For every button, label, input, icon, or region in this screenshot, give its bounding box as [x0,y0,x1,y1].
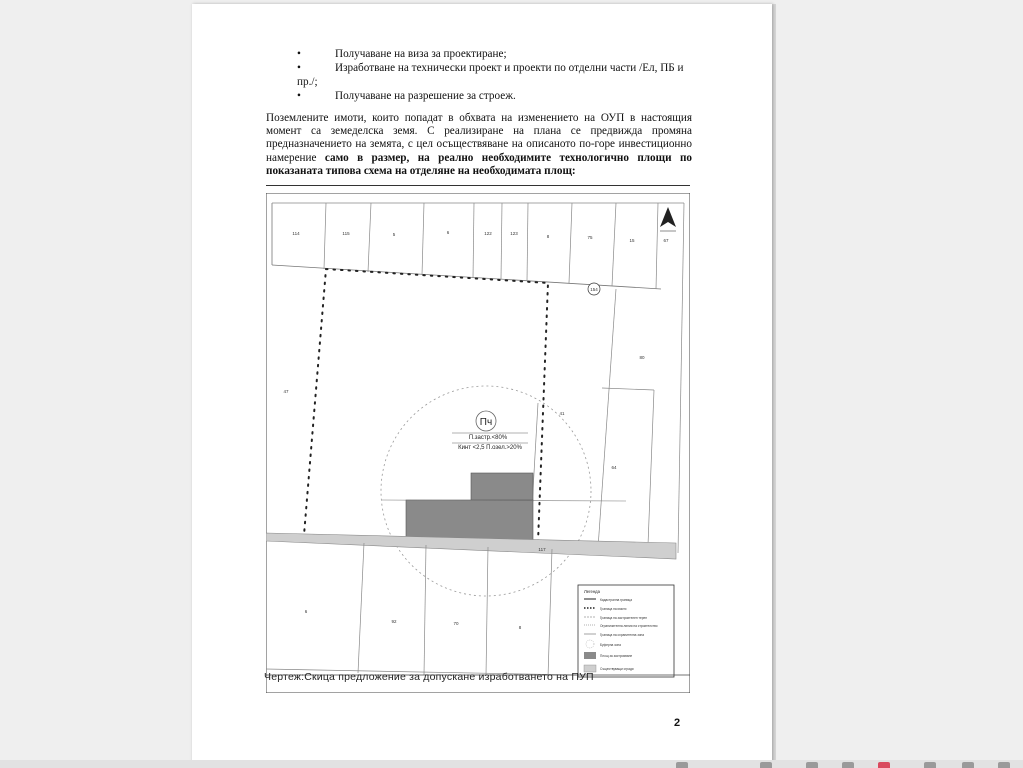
page-shadow [772,4,776,764]
bullet-text: Изработване на технически проект и проекти по отделни части /Ел, ПБ и [335,62,684,74]
building-footprint [471,473,533,501]
parcel-number: 114 [292,231,300,236]
bullet-list [297,47,717,103]
toolbar-icon[interactable] [760,762,772,768]
parcel-number: 117 [538,547,546,552]
drawing-caption: Чертеж:Скица предложение за допускане изработването на ПУП [264,671,594,683]
legend-swatch [584,652,596,659]
legend-item: Ограничителна линия на строителство [600,624,658,628]
toolbar-icon[interactable] [806,762,818,768]
parcel-number: 6 [304,609,308,614]
bullet-text: пр./; [297,76,318,88]
parcel-number: 115 [342,231,350,236]
viewer-toolbar [0,760,1023,768]
legend-item: Съществуващи сгради [600,667,634,671]
bullet-marker: • [297,62,301,74]
parcel-number: 122 [484,231,492,236]
legend-box [578,585,674,677]
zone-param: Кинт <2,5 П.озел.>20% [458,445,522,451]
toolbar-icon[interactable] [962,762,974,768]
zone-param: П.застр.<80% [468,435,508,441]
legend-item: Граница на застроителен терен [600,616,648,620]
bullet-text: Получаване на виза за проектиране; [335,48,507,60]
toolbar-icon[interactable] [676,762,688,768]
parcel-number: 154 [590,287,598,292]
toolbar-icon[interactable] [998,762,1010,768]
separator-line [266,185,690,186]
parcel-number: 92 [391,619,397,624]
parcel-number: 75 [587,235,593,240]
paragraph-text: Поземлените имоти, които попадат в обхвата на изменението на ОУП в настоящия момент са земеделска земя. С реализиране на плана се предвижда промяна предназначението на земята, с цел осъществяване на описаното по-горе инвестиционно намерение [266,112,692,164]
paragraph-bold-text: само в размер, на реално необходимите технологично площи по показаната типова схема на отделяне на необходимата площ: [266,151,692,177]
parcel-number: 67 [663,238,669,243]
parcel-number: 123 [510,231,518,236]
legend-item: Граница на охранителна зона [600,633,645,637]
legend-item: Буферна зона [600,643,621,647]
legend-title: Легенда [584,589,600,594]
parcel-number: 8 [546,234,550,239]
parcel-number: 70 [453,621,459,626]
site-plan-drawing [266,193,690,693]
parcel-number: 15 [629,238,635,243]
document-page [192,4,772,768]
bullet-item [297,61,717,75]
page-number: 2 [674,717,681,729]
zone-label: Пч [479,417,493,428]
toolbar-icon[interactable] [842,762,854,768]
toolbar-icon[interactable] [924,762,936,768]
bullet-item [297,47,717,61]
parcel-number: 8 [518,625,522,630]
bullet-item-continuation [297,75,717,89]
parcel-number: 47 [283,389,289,394]
legend-item: Граница на имоти [600,607,627,611]
parcel-number: 6 [446,230,450,235]
legend-item: Площ за застрояване [600,654,633,658]
parcel-number: 80 [639,355,645,360]
bullet-marker: • [297,48,301,60]
parcel-number: 64 [611,465,617,470]
parcel-number: 41 [559,411,565,416]
parcel-number: 5 [392,232,396,237]
bullet-text: Получаване на разрешение за строеж. [335,90,516,102]
legend-item: Кадастрална граница [600,598,632,602]
body-paragraph [266,112,692,178]
bullet-marker: • [297,90,301,102]
toolbar-icon[interactable] [878,762,890,768]
building-footprint [406,500,533,542]
bullet-item [297,89,717,103]
